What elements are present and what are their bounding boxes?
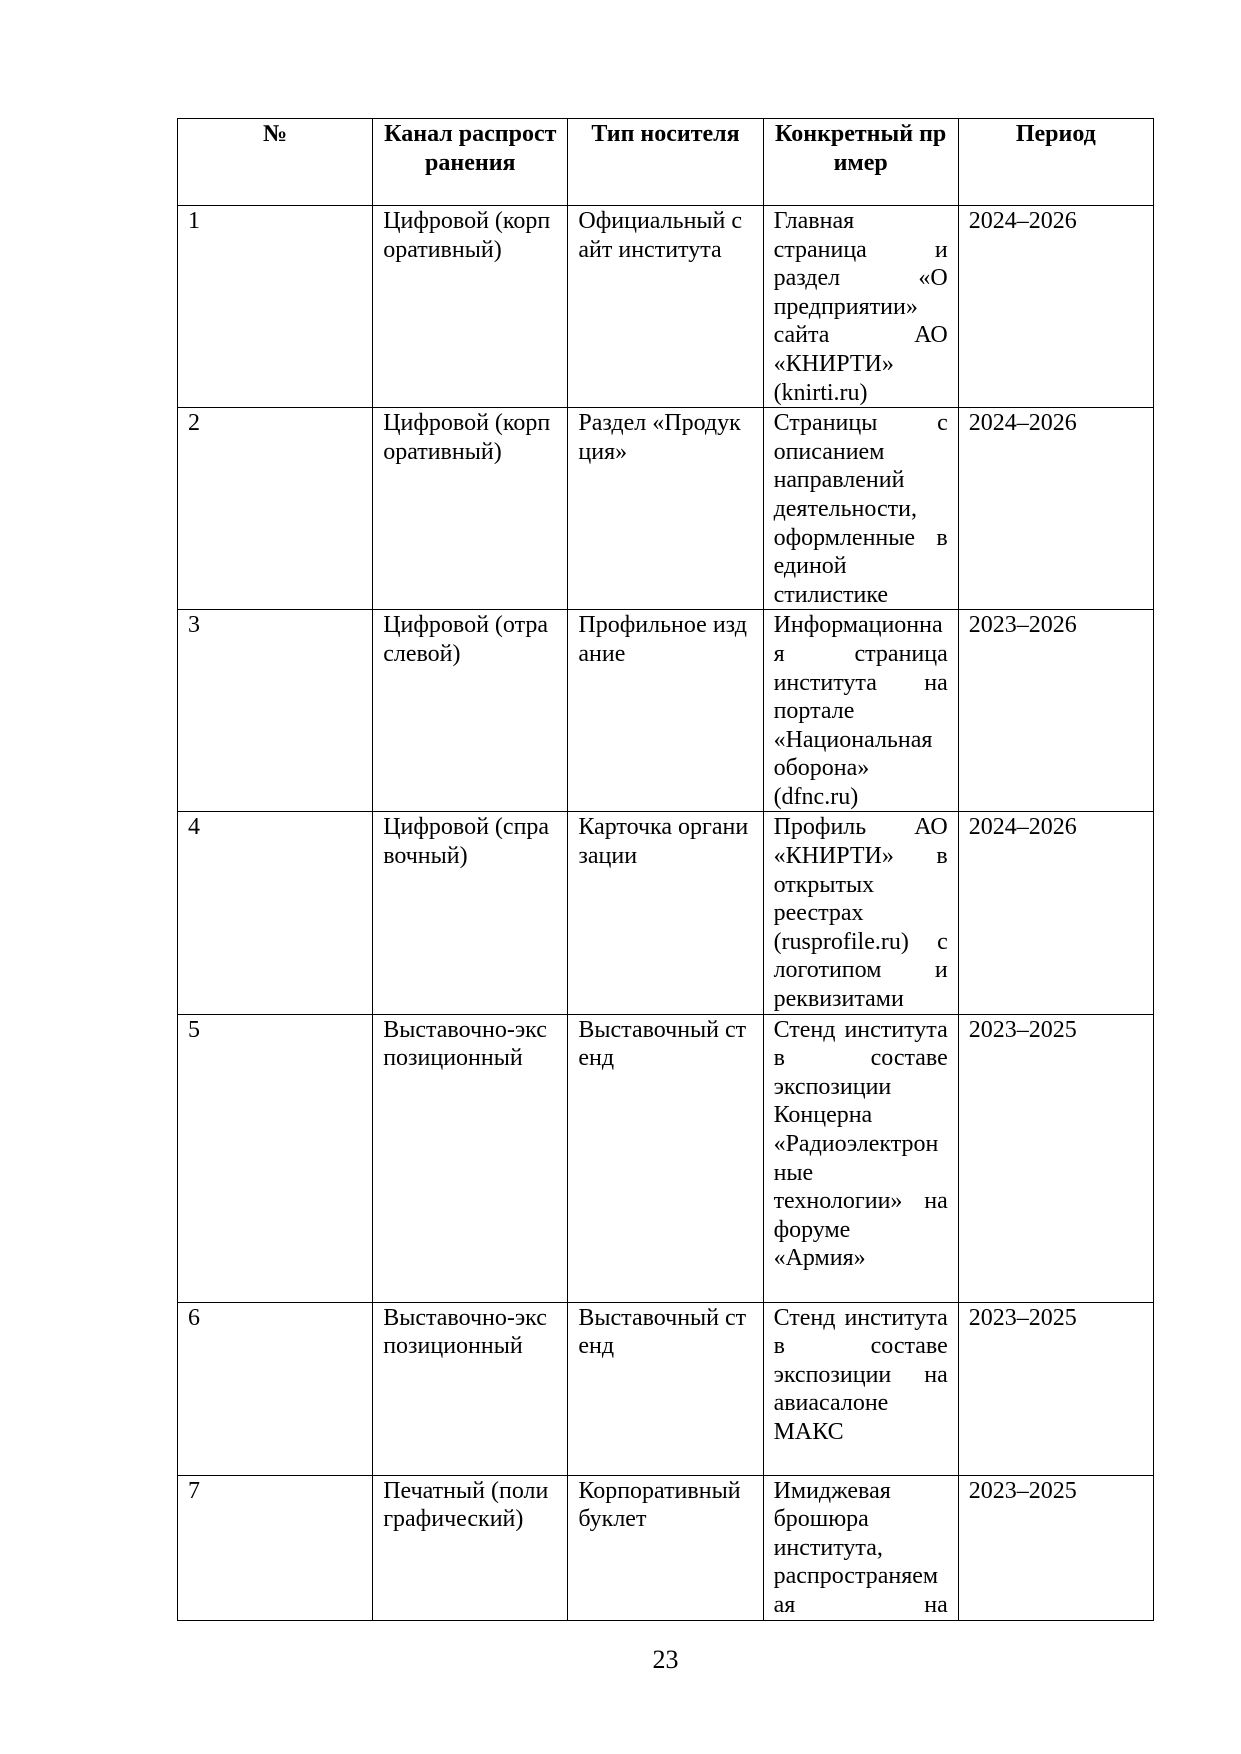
cell-period: 2024–2026 (958, 206, 1153, 408)
cell-carrier-type: Выставочный стенд (568, 1014, 763, 1302)
cell-example: Имиджевая брошюра института, распространяемая на (763, 1475, 958, 1620)
table-row (178, 1014, 1154, 1302)
cell-channel: Выставочно-экспозиционный (373, 1014, 568, 1302)
cell-channel: Печатный (полиграфический) (373, 1475, 568, 1620)
cell-carrier-type: Официальный сайт института (568, 206, 763, 408)
distribution-channels-table (177, 118, 1154, 1621)
cell-example: Профиль АО «КНИРТИ» в открытых реестрах (rusprofile.ru) с логотипом и реквизитами (763, 812, 958, 1014)
cell-period: 2024–2026 (958, 812, 1153, 1014)
cell-period: 2023–2025 (958, 1475, 1153, 1620)
header-number: № (178, 119, 373, 206)
cell-period: 2024–2026 (958, 408, 1153, 610)
header-period: Период (958, 119, 1153, 206)
header-channel: Канал распространения (373, 119, 568, 206)
cell-example: Главная страница и раздел «О предприятии» сайта АО «КНИРТИ» (knirti.ru) (763, 206, 958, 408)
cell-number: 1 (178, 206, 373, 408)
cell-channel: Выставочно-экспозиционный (373, 1302, 568, 1475)
cell-number: 4 (178, 812, 373, 1014)
header-example: Конкретный пример (763, 119, 958, 206)
cell-example: Стенд института в составе экспозиции на авиасалоне МАКС (763, 1302, 958, 1475)
table-row (178, 812, 1154, 1014)
table-row (178, 1302, 1154, 1475)
header-carrier-type: Тип носителя (568, 119, 763, 206)
cell-example: Стенд института в составе экспозиции Концерна «Радиоэлектронные технологии» на форуме «Армия» (763, 1014, 958, 1302)
cell-period: 2023–2025 (958, 1014, 1153, 1302)
cell-number: 2 (178, 408, 373, 610)
cell-number: 7 (178, 1475, 373, 1620)
cell-channel: Цифровой (корпоративный) (373, 408, 568, 610)
table-row (178, 206, 1154, 408)
cell-carrier-type: Карточка организации (568, 812, 763, 1014)
cell-number: 5 (178, 1014, 373, 1302)
cell-carrier-type: Корпоративный буклет (568, 1475, 763, 1620)
cell-example: Страницы с описанием направлений деятельности, оформленные в единой стилистике (763, 408, 958, 610)
page-number: 23 (652, 1645, 679, 1674)
cell-carrier-type: Выставочный стенд (568, 1302, 763, 1475)
table-header-row (178, 119, 1154, 206)
table-row (178, 610, 1154, 812)
cell-carrier-type: Профильное издание (568, 610, 763, 812)
cell-example: Информационная страница института на портале «Национальная оборона» (dfnc.ru) (763, 610, 958, 812)
cell-channel: Цифровой (справочный) (373, 812, 568, 1014)
cell-period: 2023–2026 (958, 610, 1153, 812)
cell-number: 6 (178, 1302, 373, 1475)
cell-carrier-type: Раздел «Продукция» (568, 408, 763, 610)
table-row (178, 1475, 1154, 1620)
table-row (178, 408, 1154, 610)
cell-channel: Цифровой (отраслевой) (373, 610, 568, 812)
cell-channel: Цифровой (корпоративный) (373, 206, 568, 408)
cell-number: 3 (178, 610, 373, 812)
cell-period: 2023–2025 (958, 1302, 1153, 1475)
